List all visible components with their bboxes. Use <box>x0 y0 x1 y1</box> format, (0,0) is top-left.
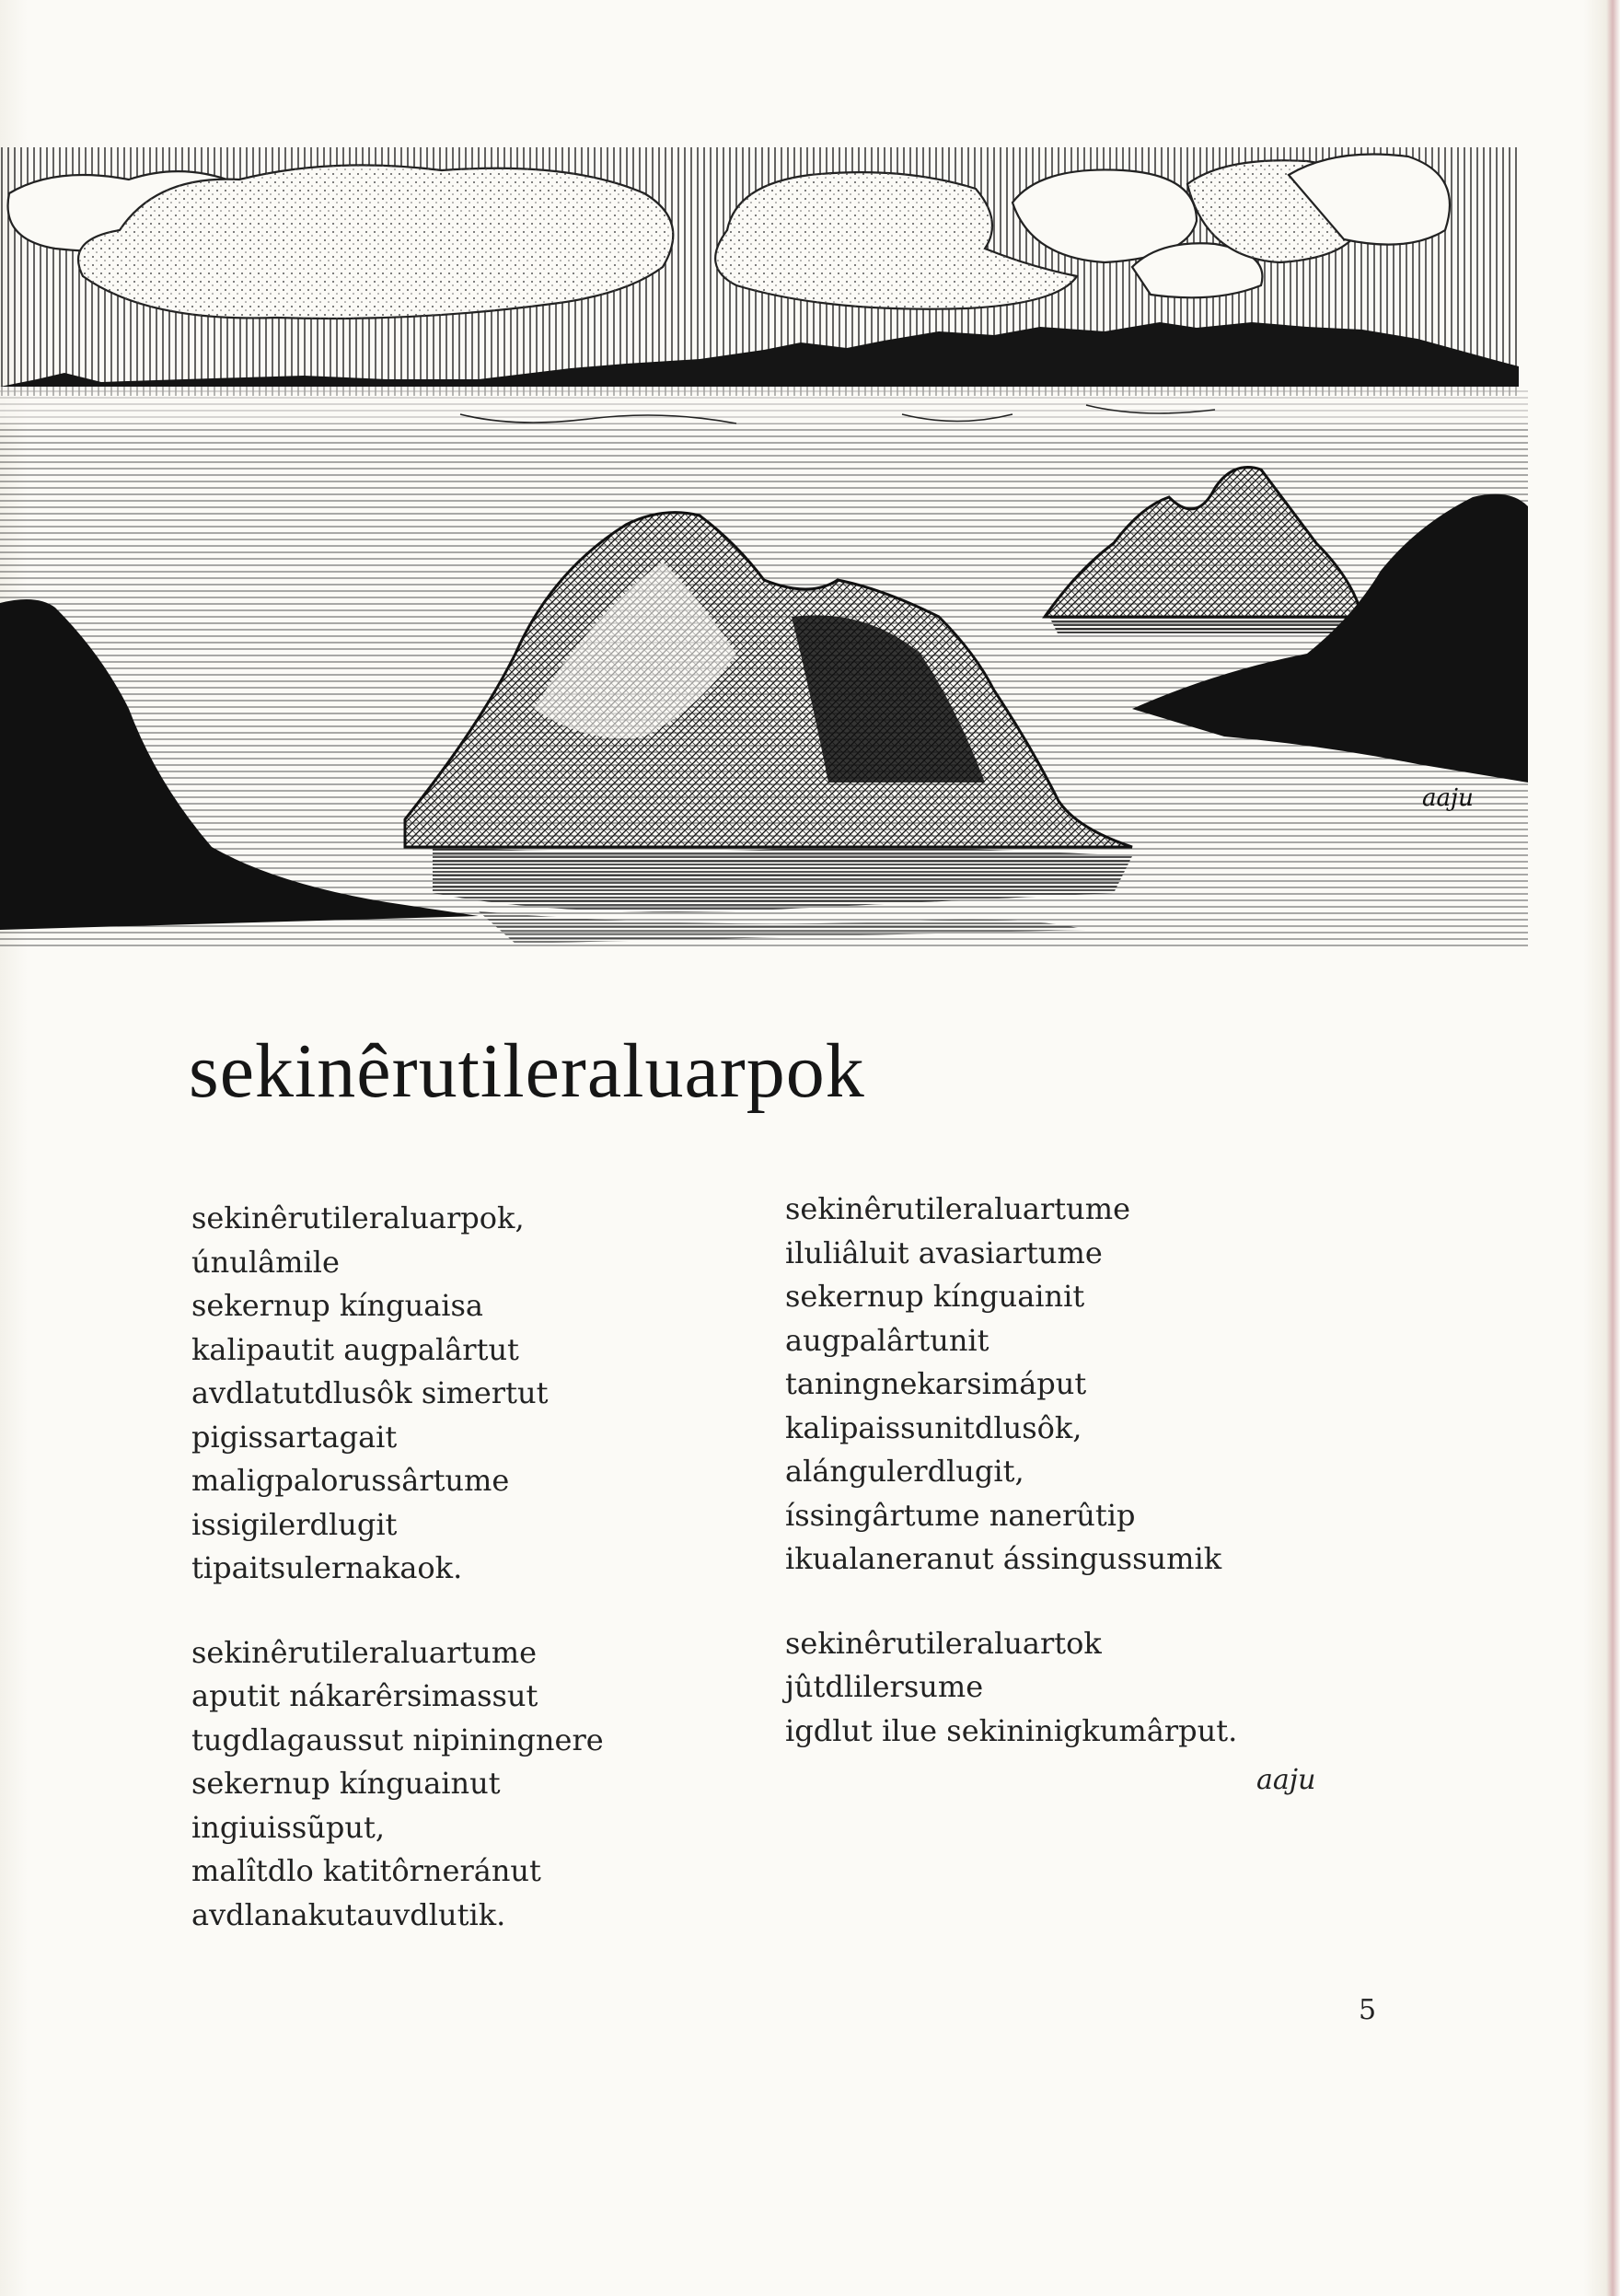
poem-line: avdlatutdlusôk simertut <box>191 1375 549 1410</box>
stanza-right-1 <box>785 1188 1429 1582</box>
landscape-illustration <box>0 138 1546 948</box>
poem-line: kalipautit augpalârtut <box>191 1331 519 1367</box>
poem-line: pigissartagait <box>191 1419 398 1455</box>
poem-line: sekinêrutileraluartume <box>785 1191 1131 1226</box>
poem-line: ikualaneranut ássingussumik <box>785 1541 1222 1576</box>
poem-line: tipaitsulernakaok. <box>191 1550 463 1585</box>
poem-title: sekinêrutileraluarpok <box>189 1028 865 1114</box>
stanza-left-2 <box>191 1631 744 1938</box>
poem-line: augpalârtunit <box>785 1322 989 1358</box>
poem-line: issigilerdlugit <box>191 1506 398 1542</box>
poem-line: únulâmile <box>191 1244 340 1280</box>
poem-line: kalipaissunitdlusôk, <box>785 1409 1082 1445</box>
poem-line: igdlut ilue sekininigkumârput. <box>785 1712 1238 1748</box>
poem-line: sekinêrutileraluartume <box>191 1634 538 1670</box>
poem-line: tugdlagaussut nipiningnere <box>191 1722 604 1757</box>
stanza-right-2 <box>785 1622 1429 1754</box>
page-number: 5 <box>1359 1994 1377 2026</box>
poem-right-column <box>785 1188 1429 1793</box>
poem-line: iluliâluit avasiartume <box>785 1235 1103 1270</box>
poem-line: sekernup kínguainut <box>191 1766 501 1801</box>
poem-line: sekernup kínguaisa <box>191 1288 483 1323</box>
stanza-left-1 <box>191 1197 744 1591</box>
poem-line: aputit nákarêrsimassut <box>191 1678 538 1713</box>
poem-line: ingiuissũput, <box>191 1809 385 1845</box>
poem-line: avdlanakutauvdlutik. <box>191 1896 506 1932</box>
poem-line: sekinêrutileraluartok <box>785 1625 1102 1661</box>
author-signature: aaju <box>1256 1764 1316 1796</box>
poem-line: jûtdlilersume <box>785 1669 984 1704</box>
illustration-signature: aaju <box>1422 784 1474 812</box>
poem-left-column <box>191 1197 744 1977</box>
poem-line: íssingârtume nanerûtip <box>785 1497 1136 1533</box>
poem-line: malîtdlo katitôrneránut <box>191 1853 541 1888</box>
poem-line: sekinêrutileraluarpok, <box>191 1200 525 1235</box>
poem-line: alángulerdlugit, <box>785 1454 1024 1489</box>
poem-line: maligpalorussârtume <box>191 1463 510 1498</box>
poem-line: taningnekarsimáput <box>785 1366 1087 1401</box>
poem-line: sekernup kínguainit <box>785 1279 1085 1314</box>
